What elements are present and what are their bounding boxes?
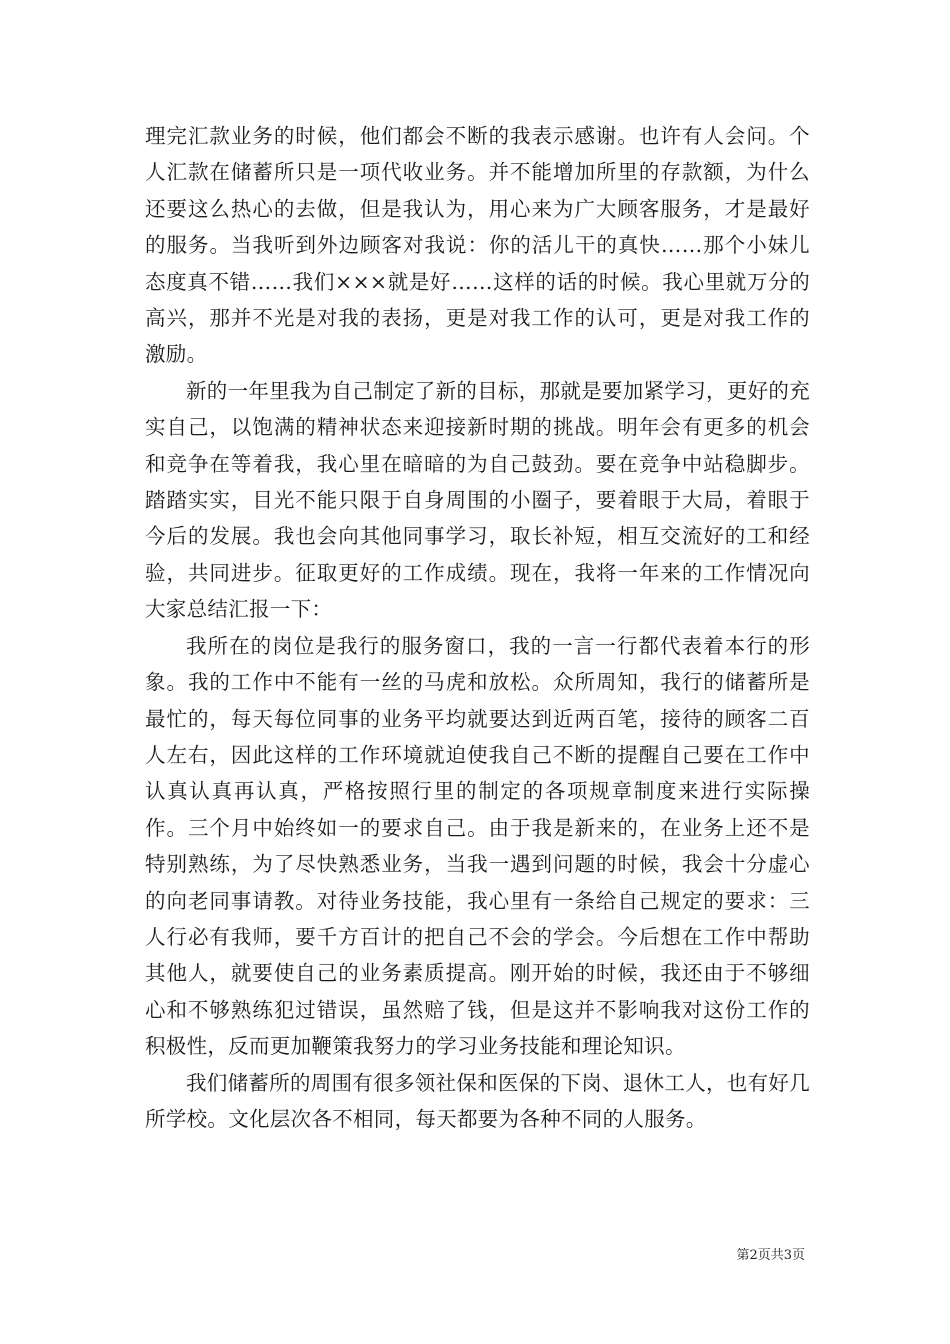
- document-body: [145, 118, 810, 1137]
- paragraph-2: 新的一年里我为自己制定了新的目标，那就是要加紧学习，更好的充实自己，以饱满的精神状态来迎接新时期的挑战。明年会有更多的机会和竞争在等着我，我心里在暗暗的为自己鼓劲。要在竞争中站稳脚步。踏踏实实，目光不能只限于自身周围的小圈子，要着眼于大局，着眼于今后的发展。我也会向其他同事学习，取长补短，相互交流好的工和经验，共同进步。征取更好的工作成绩。现在，我将一年来的工作情况向大家总结汇报一下：: [145, 378, 810, 622]
- paragraph-3: 我所在的岗位是我行的服务窗口，我的一言一行都代表着本行的形象。我的工作中不能有一丝的马虎和放松。众所周知，我行的储蓄所是最忙的，每天每位同事的业务平均就要达到近两百笔，接待的顾客二百人左右，因此这样的工作环境就迫使我自己不断的提醒自己要在工作中认真认真再认真，严格按照行里的制定的各项规章制度来进行实际操作。三个月中始终如一的要求自己。由于我是新来的，在业务上还不是特别熟练，为了尽快熟悉业务，当我一遇到问题的时候，我会十分虚心的向老同事请教。对待业务技能，我心里有一条给自己规定的要求：三人行必有我师，要千方百计的把自己不会的学会。今后想在工作中帮助其他人，就要使自己的业务素质提高。刚开始的时候，我还由于不够细心和不够熟练犯过错误，虽然赔了钱，但是这并不影响我对这份工作的积极性，反而更加鞭策我努力的学习业务技能和理论知识。: [145, 633, 810, 1059]
- page-number-footer: 第2页共3页: [736, 1248, 805, 1263]
- paragraph-4: 我们储蓄所的周围有很多领社保和医保的下岗、退休工人，也有好几所学校。文化层次各不相同，每天都要为各种不同的人服务。: [145, 1070, 810, 1131]
- paragraph-1: 理完汇款业务的时候，他们都会不断的我表示感谢。也许有人会问。个人汇款在储蓄所只是一项代收业务。并不能增加所里的存款额，为什么还要这么热心的去做，但是我认为，用心来为广大顾客服务，才是最好的服务。当我听到外边顾客对我说：你的活儿干的真快……那个小妹儿态度真不错……我们×××就是好……这样的话的时候。我心里就万分的高兴，那并不光是对我的表扬，更是对我工作的认可，更是对我工作的激励。: [145, 124, 810, 367]
